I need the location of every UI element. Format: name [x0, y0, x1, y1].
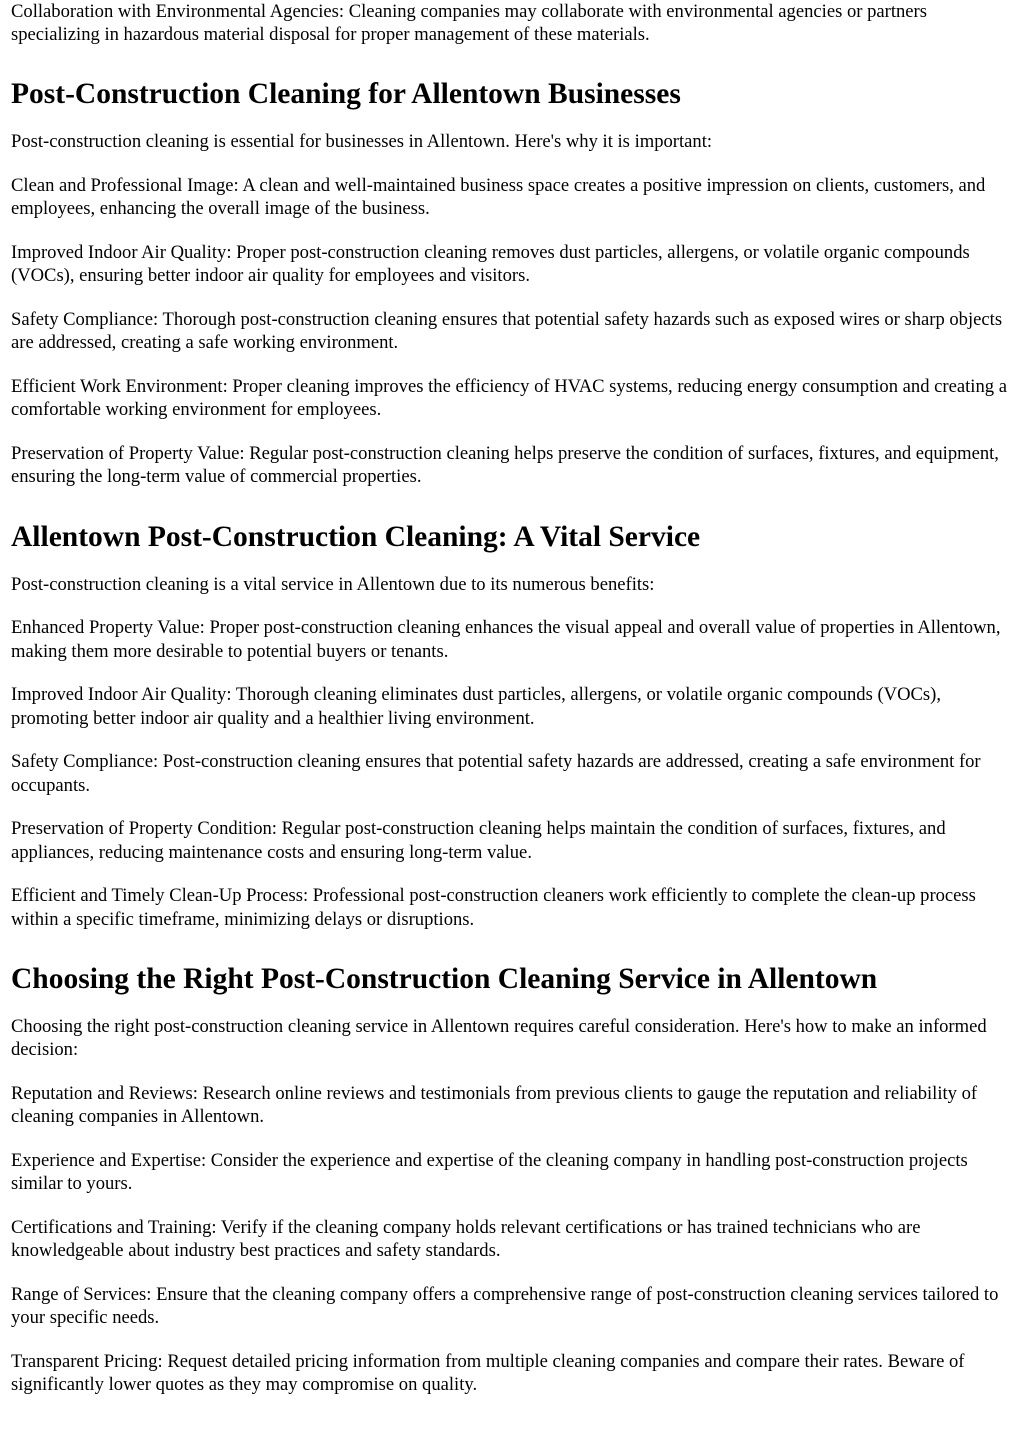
paragraph: Reputation and Reviews: Research online reviews and testimonials from previous clients to gauge the reputation and reliability of cleaning companies in Allentown.	[11, 1082, 978, 1128]
intro-paragraph: Collaboration with Environmental Agencies: Cleaning companies may collaborate with environmental agencies or partners specializing in hazardous material disposal for proper management of these materials.	[11, 1, 927, 46]
section-heading: Allentown Post-Construction Cleaning: A Vital Service	[11, 520, 701, 553]
paragraph: Enhanced Property Value: Proper post-construction cleaning enhances the visual appeal and overall value of properties in Allentown, making them more desirable to potential buyers or tenants.	[11, 617, 1001, 662]
paragraph: Safety Compliance: Thorough post-construction cleaning ensures that potential safety hazards such as exposed wires or sharp objects are addressed, creating a safe working environment.	[11, 309, 1003, 354]
section-businesses	[11, 77, 1014, 488]
paragraph: Transparent Pricing: Request detailed pricing information from multiple cleaning companies and compare their rates. Beware of significantly lower quotes as they may compromise on quality.	[11, 1350, 965, 1396]
paragraph: Post-construction cleaning is a vital service in Allentown due to its numerous benefits:	[11, 573, 655, 595]
paragraph: Improved Indoor Air Quality: Thorough cleaning eliminates dust particles, allergens, or volatile organic compounds (VOCs), promoting better indoor air quality and a healthier living environment.	[11, 684, 942, 729]
section-choosing-service	[11, 962, 1014, 1396]
paragraph: Safety Compliance: Post-construction cleaning ensures that potential safety hazards are addressed, creating a safe environment for occupants.	[11, 751, 981, 796]
paragraph: Clean and Professional Image: A clean and well-maintained business space creates a positive impression on clients, customers, and employees, enhancing the overall image of the business.	[11, 175, 986, 220]
section-heading: Choosing the Right Post-Construction Cleaning Service in Allentown	[11, 962, 878, 995]
paragraph: Preservation of Property Value: Regular post-construction cleaning helps preserve the condition of surfaces, fixtures, and equipment, ensuring the long-term value of commercial properties.	[11, 443, 999, 488]
paragraph: Experience and Expertise: Consider the experience and expertise of the cleaning company in handling post-construction projects similar to yours.	[11, 1149, 968, 1195]
paragraph: Choosing the right post-construction cleaning service in Allentown requires careful consideration. Here's how to make an informed decision:	[11, 1015, 987, 1061]
paragraph: Post-construction cleaning is essential for businesses in Allentown. Here's why it is important:	[11, 131, 713, 153]
paragraph: Improved Indoor Air Quality: Proper post-construction cleaning removes dust particles, allergens, or volatile organic compounds (VOCs), ensuring better indoor air quality for employees and visitors.	[11, 242, 970, 287]
paragraph: Preservation of Property Condition: Regular post-construction cleaning helps maintain the condition of surfaces, fixtures, and appliances, reducing maintenance costs and ensuring long-term value.	[11, 818, 946, 863]
paragraph: Efficient Work Environment: Proper cleaning improves the efficiency of HVAC systems, reducing energy consumption and creating a comfortable working environment for employees.	[11, 376, 1007, 421]
section-vital-service	[11, 520, 1014, 931]
paragraph: Efficient and Timely Clean-Up Process: Professional post-construction cleaners work efficiently to complete the clean-up process within a specific timeframe, minimizing delays or disruptions.	[11, 885, 976, 930]
paragraph: Certifications and Training: Verify if the cleaning company holds relevant certifications or has trained technicians who are knowledgeable about industry best practices and safety standards.	[11, 1216, 921, 1262]
paragraph: Range of Services: Ensure that the cleaning company offers a comprehensive range of post-construction cleaning services tailored to your specific needs.	[11, 1283, 999, 1329]
section-heading: Post-Construction Cleaning for Allentown Businesses	[11, 78, 681, 111]
